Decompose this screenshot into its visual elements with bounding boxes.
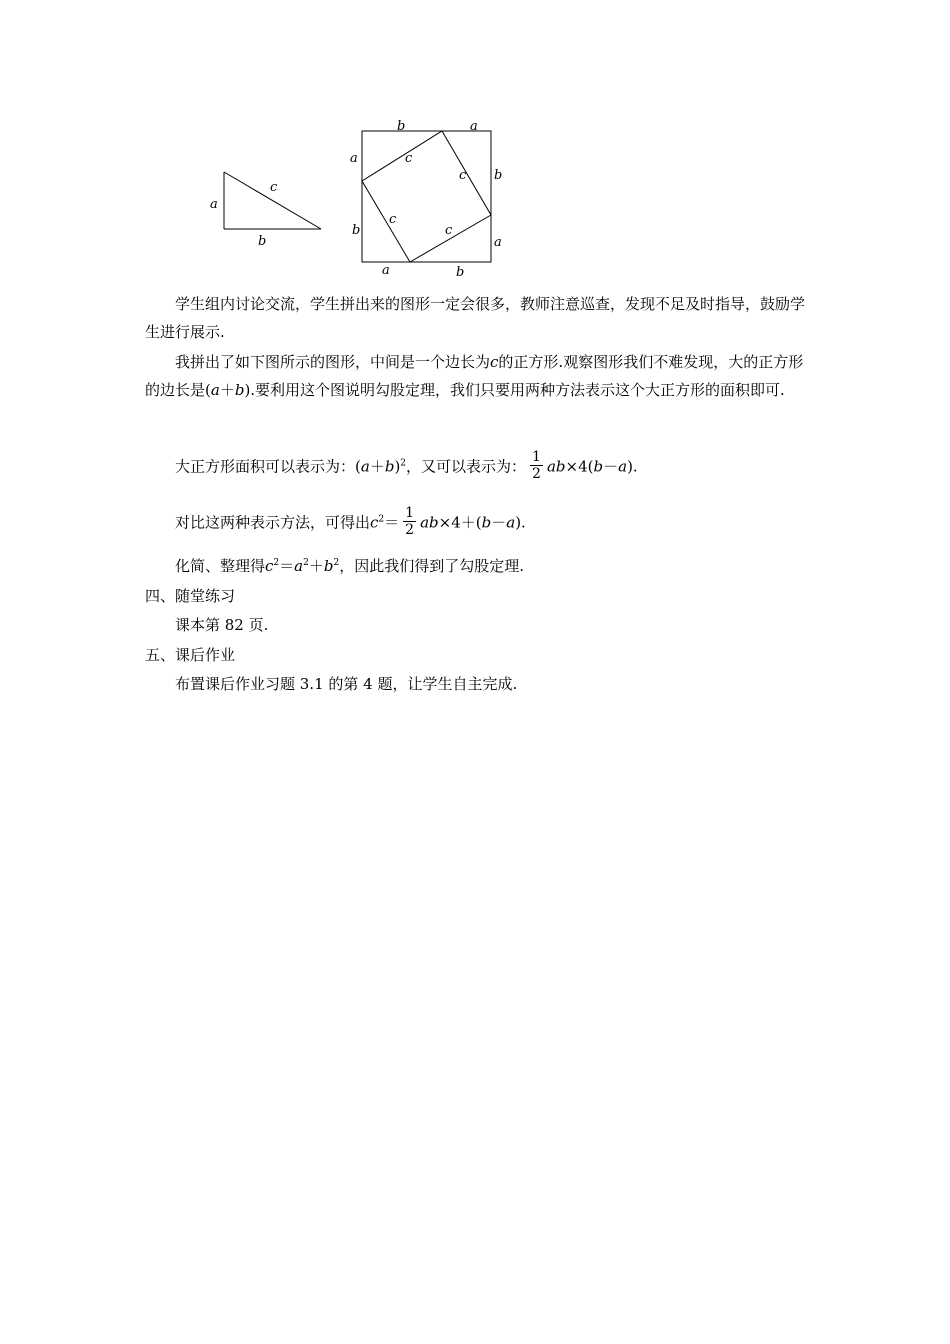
- triangle-label-a: a: [210, 197, 218, 212]
- section-body-homework: 布置课后作业习题 3.1 的第 4 题，让学生自主完成.: [175, 675, 518, 693]
- inner-label-c3: c: [389, 212, 397, 227]
- square-left-a: a: [350, 151, 358, 166]
- inner-label-c2: c: [459, 168, 467, 183]
- triangle-label-b: b: [258, 234, 267, 249]
- square-left-b: b: [352, 223, 361, 238]
- paragraph-explanation: 我拼出了如下图所示的图形，中间是一个边长为c的正方形.观察图形我们不难发现，大的正方形的边长是(a＋b).要利用这个图说明勾股定理，我们只要用两种方法表示这个大正方形的面积即可.: [145, 353, 804, 399]
- section-body-practice: 课本第 82 页.: [175, 616, 269, 634]
- inner-label-c4: c: [445, 223, 453, 238]
- triangle-label-c: c: [270, 180, 278, 195]
- square-right-b: b: [494, 168, 503, 183]
- square-top-a: a: [470, 119, 478, 134]
- compare-formula-line: 对比这两种表示方法，可得出$c^2=$ $\frac{1}{2}$ ab×4＋(b－a).: [175, 505, 526, 538]
- square-bottom-a: a: [382, 263, 390, 278]
- paragraph-discussion: 学生组内讨论交流，学生拼出来的图形一定会很多，教师注意巡查，发现不足及时指导，鼓励学生进行展示.: [145, 295, 806, 341]
- pythagorean-figure: [0, 0, 950, 300]
- section-heading-practice: 四、随堂练习: [145, 587, 236, 605]
- section-heading-homework: 五、课后作业: [145, 646, 236, 664]
- inner-label-c1: c: [405, 151, 413, 166]
- fraction-half-2: $\frac{1}{2}$: [405, 505, 415, 538]
- composite-square: [350, 119, 502, 280]
- square-bottom-b: b: [456, 265, 465, 280]
- square-top-b: b: [397, 119, 406, 134]
- simplify-line: 化简、整理得$c^2=a^2+b^2$，因此我们得到了勾股定理.: [175, 557, 524, 575]
- area-formula-line: 大正方形面积可以表示为：$(a+b)^2$，又可以表示为： $\frac{1}{2}$ ab×4(b－a).: [175, 449, 638, 482]
- square-right-a: a: [494, 235, 502, 250]
- fraction-half: $\frac{1}{2}$: [532, 449, 541, 482]
- right-triangle: [210, 172, 321, 249]
